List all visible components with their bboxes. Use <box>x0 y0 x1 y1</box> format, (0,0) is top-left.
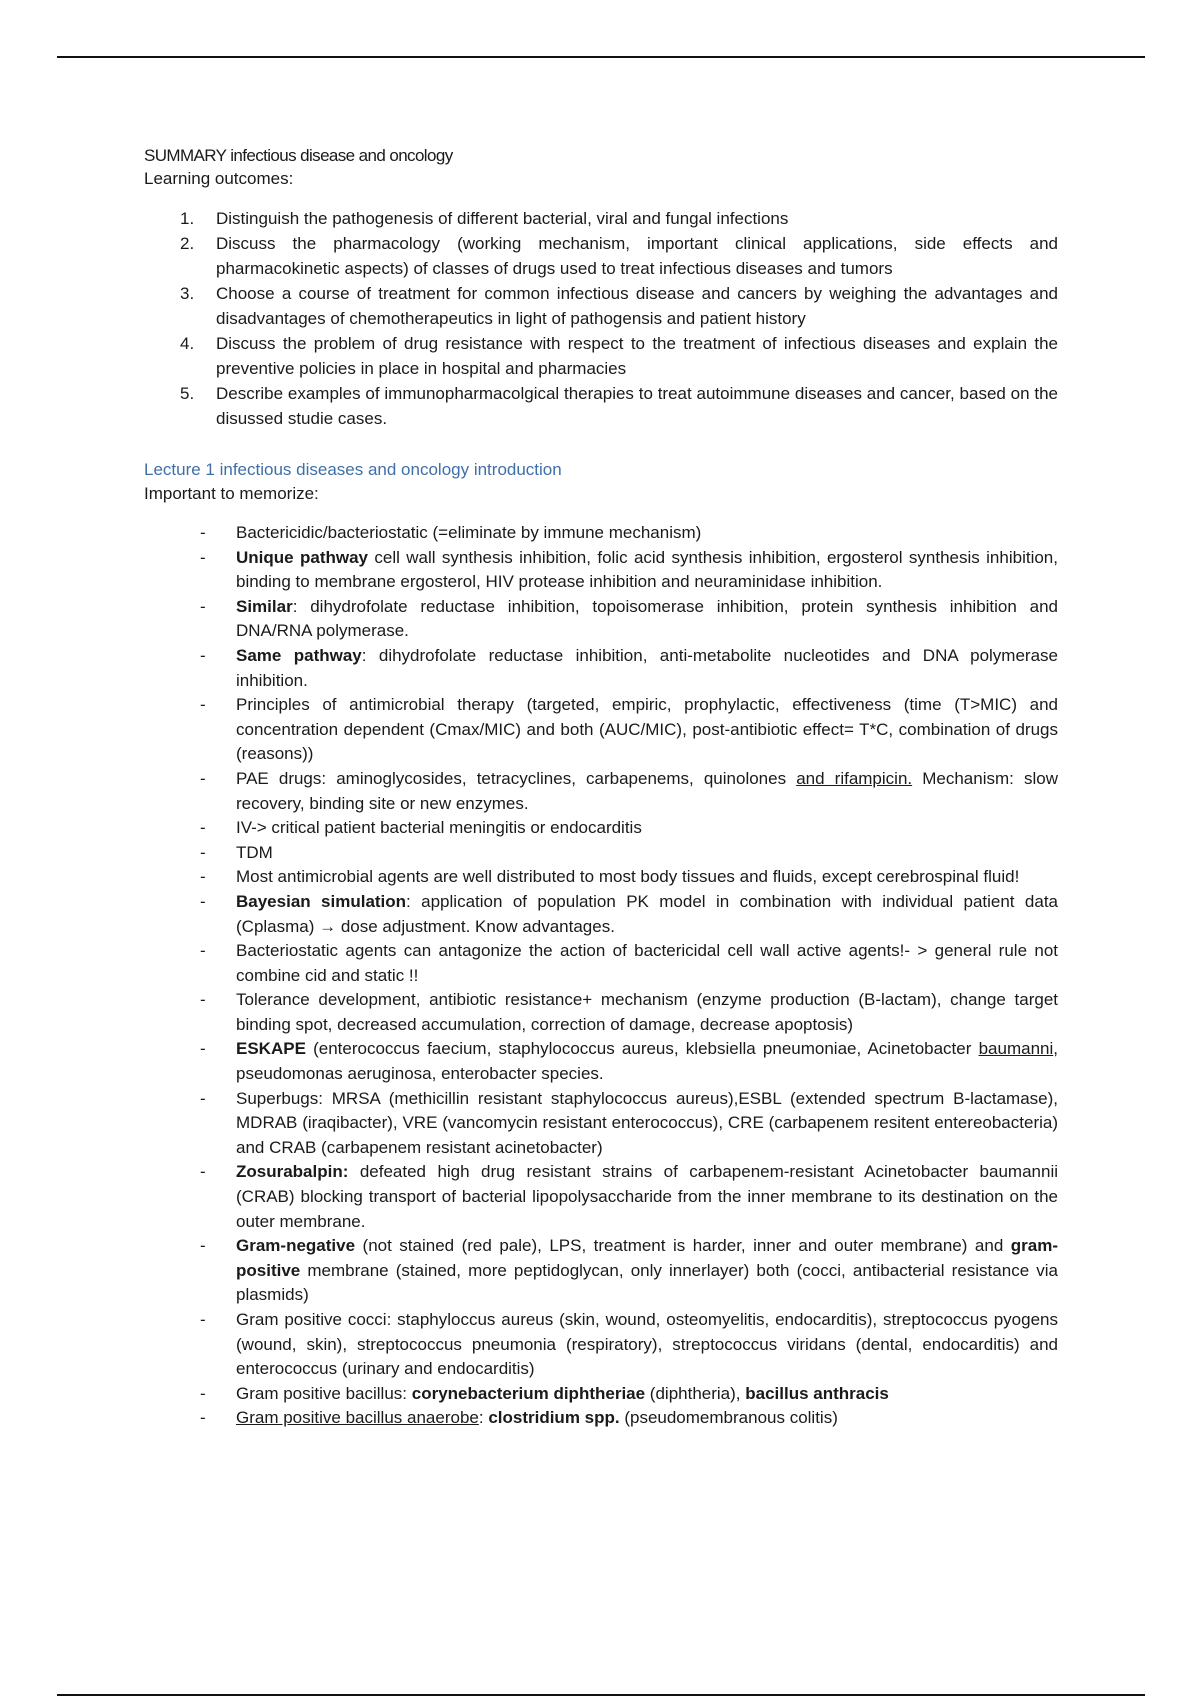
bullet-dash: - <box>200 645 206 665</box>
bullet-dash: - <box>200 1162 206 1182</box>
memorize-item <box>144 644 1058 693</box>
outcome-text: Describe examples of immunopharmacolgical therapies to treat autoimmune diseases and cancer, based on the disussed studie cases. <box>216 384 1058 428</box>
learning-outcomes-label: Learning outcomes: <box>144 169 294 188</box>
memorize-item <box>144 988 1058 1037</box>
bullet-dash: - <box>200 1383 206 1403</box>
outcome-number: 2. <box>180 234 195 253</box>
memorize-item <box>144 595 1058 644</box>
item-text: : dihydrofolate reductase inhibition, anti-metabolite nucleotides and DNA polymerase inhibition. <box>236 645 1058 690</box>
item-text: Tolerance development, antibiotic resistance+ mechanism (enzyme production (B-lactam), change target binding spot, decreased accumulation, correction of damage, decrease apoptosis) <box>236 990 1058 1034</box>
bullet-dash: - <box>200 1236 206 1256</box>
outcome-item <box>144 231 1058 281</box>
item-text: Gram positive cocci: staphyloccus aureus (skin, wound, osteomyelitis, endocarditis), streptococcus pyogens (wound, skin), streptococcus pneumonia (respiratory), streptococcus viridans (dental, endocarditis) and enterococcus (urinary and endocarditis) <box>236 1310 1058 1379</box>
outcome-text: Distinguish the pathogenesis of different bacterial, viral and fungal infections <box>216 209 789 228</box>
top-rule <box>57 56 1145 58</box>
outcome-number: 1. <box>180 209 195 228</box>
memorize-item <box>144 841 1058 866</box>
outcome-text: Discuss the pharmacology (working mechanism, important clinical applications, side effects and pharmacokinetic aspects) of classes of drugs used to treat infectious diseases and tumors <box>216 234 1058 278</box>
item-text: (not stained (red pale), LPS, treatment is harder, inner and outer membrane) and <box>355 1236 1011 1256</box>
bullet-dash: - <box>200 990 206 1010</box>
item-text: defeated high drug resistant strains of carbapenem-resistant Acinetobacter baumannii (CRAB) blocking transport of bacterial lipopolysaccharide from the inner membrane to its destination on the outer membrane. <box>236 1162 1058 1231</box>
bold-term: corynebacterium diphtheriae <box>411 1383 646 1403</box>
lecture-heading: Lecture 1 infectious diseases and oncology introduction <box>144 460 562 479</box>
memorize-item <box>144 767 1058 816</box>
memorize-item <box>144 1234 1058 1308</box>
memorize-item <box>144 1160 1058 1234</box>
bullet-dash: - <box>200 523 206 542</box>
memorize-item <box>144 521 1058 546</box>
bullet-dash: - <box>200 941 206 961</box>
bullet-dash: - <box>200 547 206 567</box>
bullet-dash: - <box>200 867 206 887</box>
bullet-dash: - <box>200 695 206 715</box>
document-title: SUMMARY infectious disease and oncology <box>144 146 453 165</box>
outcome-number: 3. <box>180 284 195 303</box>
outcome-item <box>144 206 1058 231</box>
item-text: (diphtheria), <box>645 1383 746 1403</box>
item-text: PAE drugs: aminoglycosides, tetracyclines, carbapenems, quinolones <box>236 768 797 788</box>
bullet-dash: - <box>200 818 206 838</box>
memorize-item <box>144 546 1058 595</box>
memorize-list <box>144 521 1058 1431</box>
bullet-dash: - <box>200 596 206 616</box>
memorize-label: Important to memorize: <box>144 484 319 503</box>
item-text: Gram positive bacillus: <box>236 1383 412 1403</box>
item-text: membrane (stained, more peptidoglycan, only innerlayer) both (cocci, antibacterial resistance via plasmids) <box>236 1260 1058 1305</box>
item-text: (enterococcus faecium, staphylococcus aureus, klebsiella pneumoniae, Acinetobacter <box>305 1039 979 1059</box>
outcome-item <box>144 331 1058 381</box>
underlined-text: baumanni <box>978 1039 1054 1059</box>
item-text: Superbugs: MRSA (methicillin resistant staphylococcus aureus),ESBL (extended spectrum B-lactamase), MDRAB (iraqibacter), VRE (vancomycin resistant enterococcus), CRE (carbapenem resitent entereobacteria) and CRAB (carbapenem resistant acinetobacter) <box>236 1088 1058 1157</box>
outcome-text: Discuss the problem of drug resistance with respect to the treatment of infectious diseases and explain the preventive policies in place in hospital and pharmacies <box>216 334 1058 378</box>
item-text: Most antimicrobial agents are well distributed to most body tissues and fluids, except cerebrospinal fluid! <box>236 867 1020 887</box>
outcome-number: 5. <box>180 384 195 403</box>
item-text: cell wall synthesis inhibition, folic acid synthesis inhibition, ergosterol synthesis inhibition, binding to membrane ergosterol, HIV protease inhibition and neuraminidase inhibition. <box>236 547 1058 592</box>
bullet-dash: - <box>200 768 206 788</box>
document-body <box>144 144 1058 1431</box>
memorize-item <box>144 1382 1058 1407</box>
bullet-dash: - <box>200 842 206 862</box>
memorize-item <box>144 1037 1058 1086</box>
underlined-text: and rifampicin. <box>796 768 913 788</box>
bold-term: ESKAPE <box>236 1039 306 1059</box>
memorize-item <box>144 1308 1058 1382</box>
item-text: : <box>478 1408 489 1428</box>
memorize-item <box>144 890 1058 939</box>
bullet-dash: - <box>200 1039 206 1059</box>
bold-term: Gram-negative <box>236 1236 356 1256</box>
memorize-item <box>144 865 1058 890</box>
item-text: TDM <box>236 842 273 862</box>
outcome-text: Choose a course of treatment for common infectious disease and cancers by weighing the advantages and disadvantages of chemotherapeutics in light of pathogensis and patient history <box>216 284 1058 328</box>
memorize-item <box>144 1406 1058 1431</box>
item-text: (pseudomembranous colitis) <box>619 1408 838 1428</box>
memorize-item <box>144 939 1058 988</box>
bullet-dash: - <box>200 1408 206 1428</box>
bold-term: Similar <box>236 596 293 616</box>
memorize-item <box>144 1087 1058 1161</box>
memorize-item <box>144 816 1058 841</box>
bold-term: Same pathway <box>236 645 362 665</box>
underlined-text: Gram positive bacillus anaerobe <box>236 1408 479 1428</box>
item-text: Bactericidic/bacteriostatic (=eliminate by immune mechanism) <box>236 523 702 542</box>
bold-term: Zosurabalpin: <box>236 1162 349 1182</box>
bold-term: Bayesian simulation <box>236 891 407 911</box>
item-text: IV-> critical patient bacterial meningitis or endocarditis <box>236 818 642 838</box>
memorize-item <box>144 693 1058 767</box>
learning-outcomes-list <box>144 206 1058 431</box>
item-text: Principles of antimicrobial therapy (targeted, empiric, prophylactic, effectiveness (time (T>MIC) and concentration dependent (Cmax/MIC) and both (AUC/MIC), post-antibiotic effect= T*C, combination of drugs (reasons)) <box>236 695 1058 764</box>
item-text: : dihydrofolate reductase inhibition, topoisomerase inhibition, protein synthesis inhibition and DNA/RNA polymerase. <box>236 596 1058 641</box>
bullet-dash: - <box>200 1088 206 1108</box>
bottom-rule <box>57 1694 1145 1696</box>
bullet-dash: - <box>200 1310 206 1329</box>
outcome-item <box>144 281 1058 331</box>
bold-term: Unique pathway <box>236 547 368 567</box>
item-text: , pseudomonas aeruginosa, enterobacter species. <box>236 1039 1058 1084</box>
item-text: Mechanism: slow recovery, binding site or new enzymes. <box>236 768 1058 813</box>
bold-term: bacillus anthracis <box>745 1383 889 1403</box>
item-text: Bacteriostatic agents can antagonize the action of bactericidal cell wall active agents!- > general rule not combine cid and static !! <box>236 941 1058 985</box>
bold-term: clostridium spp. <box>488 1408 620 1428</box>
bold-term: gram-positive <box>236 1236 1058 1280</box>
item-text: : application of population PK model in combination with individual patient data (Cplasma) → dose adjustment. Know advantages. <box>236 891 1058 936</box>
bullet-dash: - <box>200 891 206 911</box>
outcome-item <box>144 381 1058 431</box>
outcome-number: 4. <box>180 334 195 353</box>
